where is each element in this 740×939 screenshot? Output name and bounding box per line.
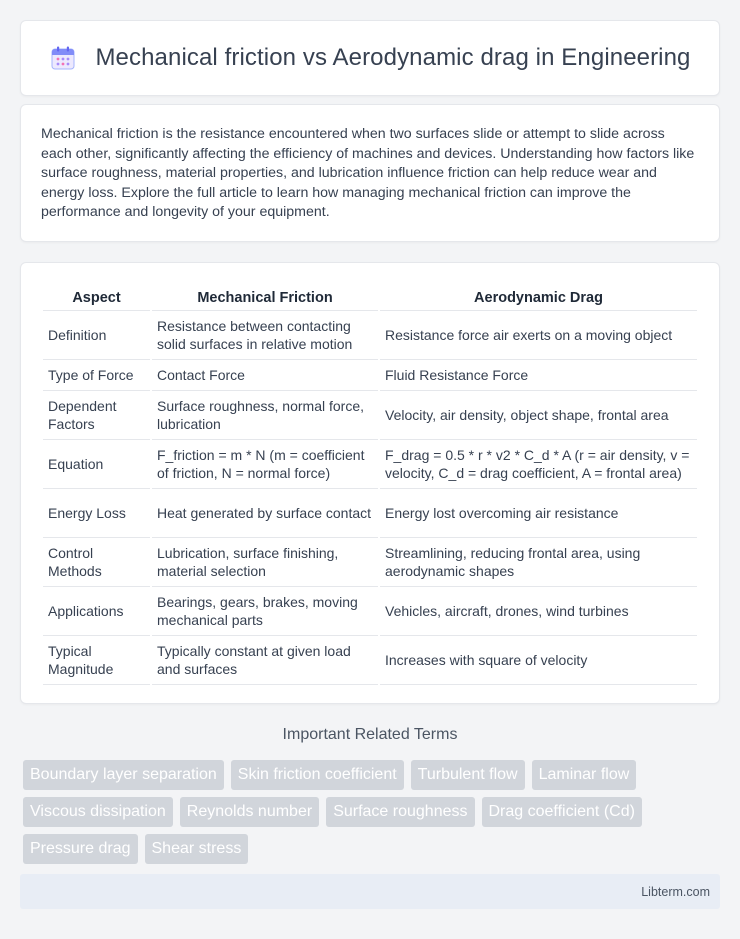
related-terms-list [20, 760, 720, 864]
row-aspect-cell: Equation [43, 440, 150, 489]
row-drag-cell: Vehicles, aircraft, drones, wind turbines [380, 587, 697, 636]
row-drag-cell: F_drag = 0.5 * r * v2 * C_d * A (r = air density, v = velocity, C_d = drag coefficient, A = frontal area) [380, 440, 697, 489]
row-friction-cell: Contact Force [152, 360, 378, 391]
related-term-tag[interactable]: Pressure drag [23, 834, 138, 864]
row-friction-cell: Resistance between contacting solid surfaces in relative motion [152, 311, 378, 360]
row-drag-cell: Streamlining, reducing frontal area, using aerodynamic shapes [380, 538, 697, 587]
row-aspect-cell: Energy Loss [43, 489, 150, 538]
comparison-table [41, 283, 699, 685]
column-header-aspect: Aspect [43, 283, 150, 311]
row-friction-cell: Lubrication, surface finishing, material selection [152, 538, 378, 587]
row-drag-cell: Velocity, air density, object shape, frontal area [380, 391, 697, 440]
table-row [43, 311, 697, 360]
row-aspect-cell: Definition [43, 311, 150, 360]
related-term-tag[interactable]: Viscous dissipation [23, 797, 173, 827]
row-friction-cell: Typically constant at given load and surfaces [152, 636, 378, 685]
row-aspect-cell: Applications [43, 587, 150, 636]
footer-site-link[interactable]: Libterm.com [641, 884, 710, 899]
page-title: Mechanical friction vs Aerodynamic drag in Engineering [95, 44, 691, 71]
row-aspect-cell: Dependent Factors [43, 391, 150, 440]
table-row [43, 489, 697, 538]
comparison-table-card [20, 262, 720, 704]
row-drag-cell: Energy lost overcoming air resistance [380, 489, 697, 538]
column-header-mechanical-friction: Mechanical Friction [152, 283, 378, 311]
related-term-tag[interactable]: Surface roughness [326, 797, 474, 827]
footer [20, 874, 720, 909]
row-friction-cell: F_friction = m * N (m = coefficient of friction, N = normal force) [152, 440, 378, 489]
row-drag-cell: Fluid Resistance Force [380, 360, 697, 391]
row-friction-cell: Bearings, gears, brakes, moving mechanical parts [152, 587, 378, 636]
row-aspect-cell: Control Methods [43, 538, 150, 587]
related-terms-title: Important Related Terms [282, 726, 458, 743]
row-friction-cell: Heat generated by surface contact [152, 489, 378, 538]
table-row [43, 391, 697, 440]
related-term-tag[interactable]: Reynolds number [180, 797, 319, 827]
intro-card [20, 104, 720, 242]
related-term-tag[interactable]: Laminar flow [532, 760, 637, 790]
table-row [43, 360, 697, 391]
row-drag-cell: Resistance force air exerts on a moving object [380, 311, 697, 360]
column-header-aerodynamic-drag: Aerodynamic Drag [380, 283, 697, 311]
related-term-tag[interactable]: Drag coefficient (Cd) [482, 797, 642, 827]
table-header-row [43, 283, 697, 311]
related-term-tag[interactable]: Shear stress [145, 834, 249, 864]
header-card [20, 20, 720, 96]
table-row [43, 636, 697, 685]
table-row [43, 538, 697, 587]
row-aspect-cell: Type of Force [43, 360, 150, 391]
row-drag-cell: Increases with square of velocity [380, 636, 697, 685]
related-term-tag[interactable]: Skin friction coefficient [231, 760, 404, 790]
related-term-tag[interactable]: Turbulent flow [411, 760, 525, 790]
calendar-icon [49, 44, 77, 72]
table-row [43, 587, 697, 636]
row-friction-cell: Surface roughness, normal force, lubrication [152, 391, 378, 440]
table-row [43, 440, 697, 489]
intro-paragraph: Mechanical friction is the resistance encountered when two surfaces slide or attempt to slide across each other, significantly affecting the efficiency of machines and devices. Understanding how factors like surface roughness, material properties, and lubrication influence friction can help reduce wear and energy loss. Explore the full article to learn how managing mechanical friction can improve the performance and longevity of your equipment. [41, 126, 695, 221]
row-aspect-cell: Typical Magnitude [43, 636, 150, 685]
related-term-tag[interactable]: Boundary layer separation [23, 760, 224, 790]
